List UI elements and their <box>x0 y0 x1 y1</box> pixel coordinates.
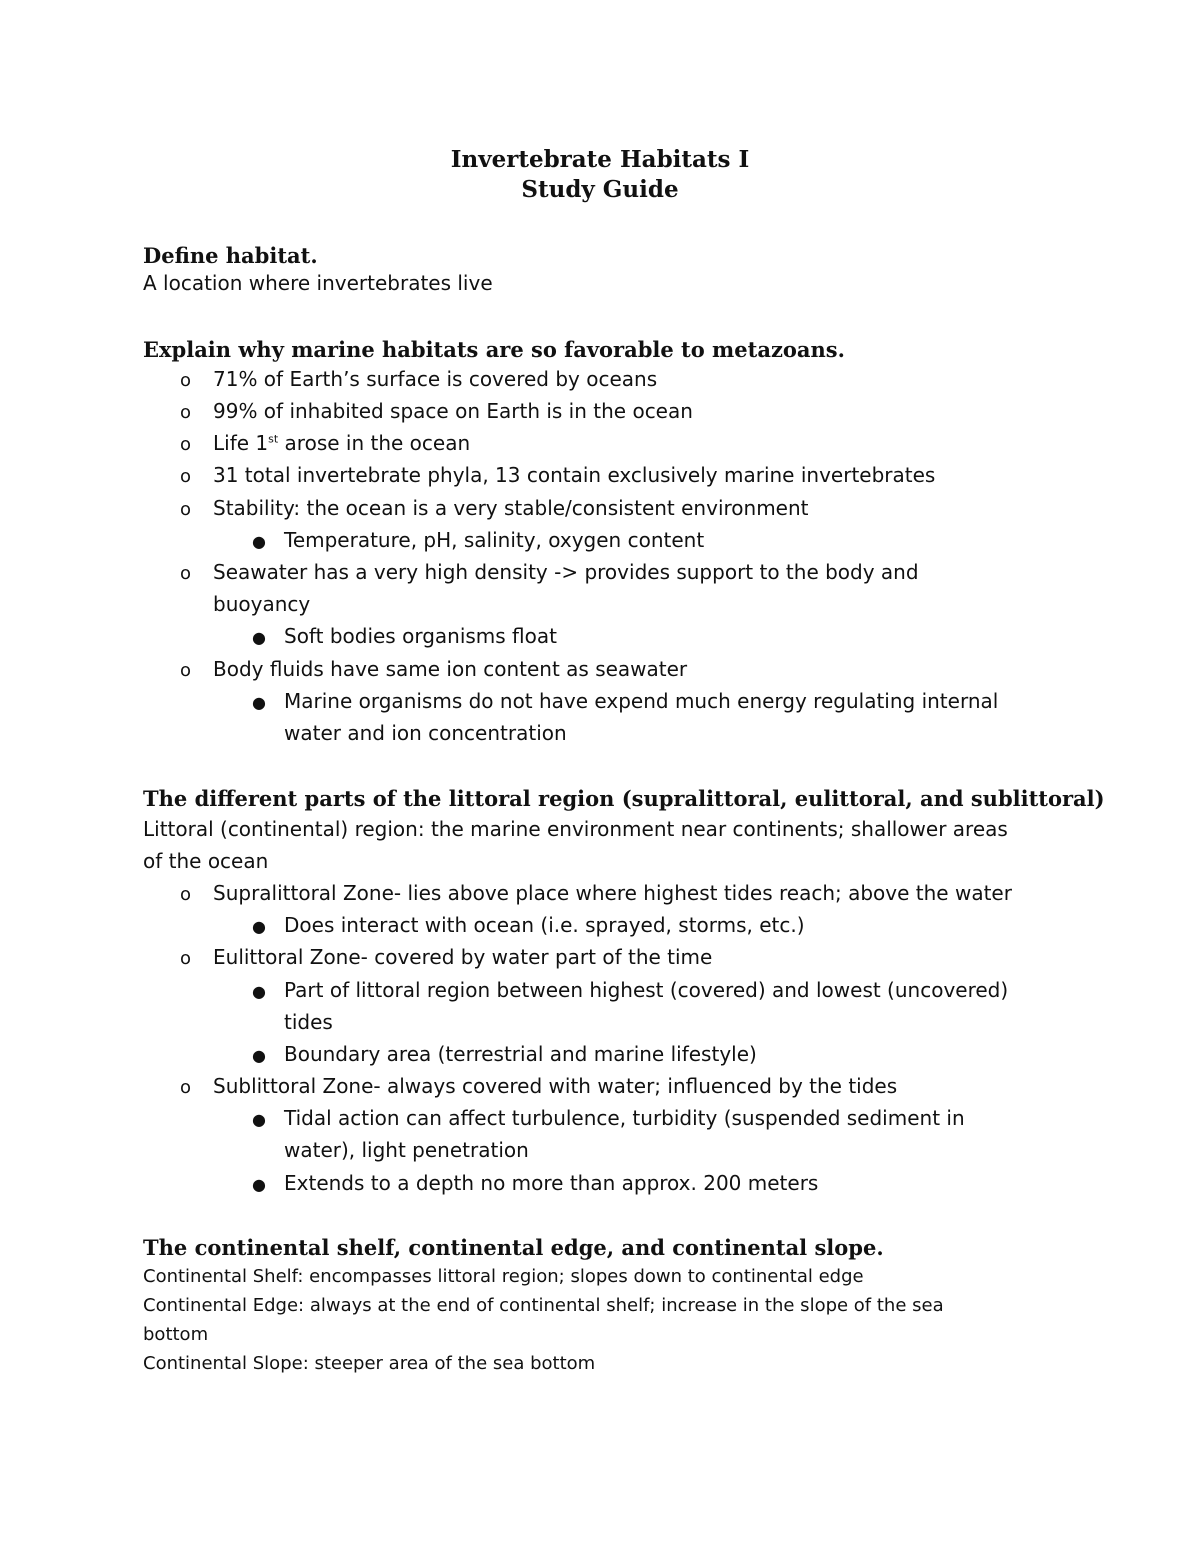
section-heading-continental: The continental shelf, continental edge, and continental slope. <box>143 1235 884 1260</box>
bullet-marker: ● <box>252 1046 266 1065</box>
list-item: 71% of Earth’s surface is covered by oceans <box>213 367 658 391</box>
list-item: Stability: the ocean is a very stable/consistent environment <box>213 496 809 520</box>
list-item: Seawater has a very high density -> provides support to the body and <box>213 560 919 584</box>
sub-list-item-continued: water and ion concentration <box>284 721 567 745</box>
bullet-marker: ● <box>252 628 266 647</box>
habitat-answer: A location where invertebrates live <box>143 271 493 295</box>
page-title: Invertebrate Habitats I <box>450 146 750 173</box>
continental-edge-def: Continental Edge: always at the end of continental shelf; increase in the slope of the sea <box>143 1295 944 1316</box>
section-heading-marine: Explain why marine habitats are so favorable to metazoans. <box>143 337 845 362</box>
superscript: st <box>268 432 279 446</box>
continental-slope-def: Continental Slope: steeper area of the sea bottom <box>143 1353 596 1374</box>
bullet-marker: ● <box>252 1175 266 1194</box>
littoral-intro: Littoral (continental) region: the marine environment near continents; shallower areas <box>143 817 1008 841</box>
bullet-marker: ● <box>252 532 266 551</box>
bullet-marker: ● <box>252 982 266 1001</box>
list-item-text: arose in the ocean <box>278 431 471 455</box>
list-item: Eulittoral Zone- covered by water part of the time <box>213 945 713 969</box>
bullet-marker: ● <box>252 1110 266 1129</box>
list-item-text: Life 1 <box>213 431 269 455</box>
sub-list-item: Extends to a depth no more than approx. 200 meters <box>284 1171 819 1195</box>
littoral-intro-continued: of the ocean <box>143 849 269 873</box>
list-marker: o <box>180 499 192 520</box>
section-heading-littoral: The different parts of the littoral region (supralittoral, eulittoral, and sublittoral) <box>143 786 1105 811</box>
bullet-marker: ● <box>252 917 266 936</box>
sub-list-item-continued: water), light penetration <box>284 1138 529 1162</box>
sub-list-item: Marine organisms do not have expend much energy regulating internal <box>284 689 999 713</box>
list-marker: o <box>180 402 192 423</box>
sub-list-item: Soft bodies organisms float <box>284 624 557 648</box>
sub-list-item-continued: tides <box>284 1010 333 1034</box>
list-item: Supralittoral Zone- lies above place where highest tides reach; above the water <box>213 881 1012 905</box>
list-marker: o <box>180 660 192 681</box>
list-marker: o <box>180 884 192 905</box>
list-item: 31 total invertebrate phyla, 13 contain exclusively marine invertebrates <box>213 463 936 487</box>
page-subtitle: Study Guide <box>521 176 679 203</box>
sub-list-item: Does interact with ocean (i.e. sprayed, storms, etc.) <box>284 913 805 937</box>
sub-list-item: Boundary area (terrestrial and marine lifestyle) <box>284 1042 757 1066</box>
list-marker: o <box>180 948 192 969</box>
sub-list-item: Temperature, pH, salinity, oxygen content <box>284 528 705 552</box>
list-marker: o <box>180 466 192 487</box>
list-marker: o <box>180 370 192 391</box>
continental-edge-def-continued: bottom <box>143 1324 209 1345</box>
list-marker: o <box>180 434 192 455</box>
list-item: Sublittoral Zone- always covered with water; influenced by the tides <box>213 1074 898 1098</box>
list-marker: o <box>180 563 192 584</box>
section-heading-habitat: Define habitat. <box>143 243 318 268</box>
bullet-marker: ● <box>252 693 266 712</box>
list-item-continued: buoyancy <box>213 592 311 616</box>
sub-list-item: Part of littoral region between highest (covered) and lowest (uncovered) <box>284 978 1009 1002</box>
list-item: Body fluids have same ion content as seawater <box>213 657 688 681</box>
list-marker: o <box>180 1077 192 1098</box>
continental-shelf-def: Continental Shelf: encompasses littoral region; slopes down to continental edge <box>143 1266 864 1287</box>
sub-list-item: Tidal action can affect turbulence, turbidity (suspended sediment in <box>284 1106 965 1130</box>
list-item <box>213 431 470 455</box>
list-item: 99% of inhabited space on Earth is in the ocean <box>213 399 693 423</box>
